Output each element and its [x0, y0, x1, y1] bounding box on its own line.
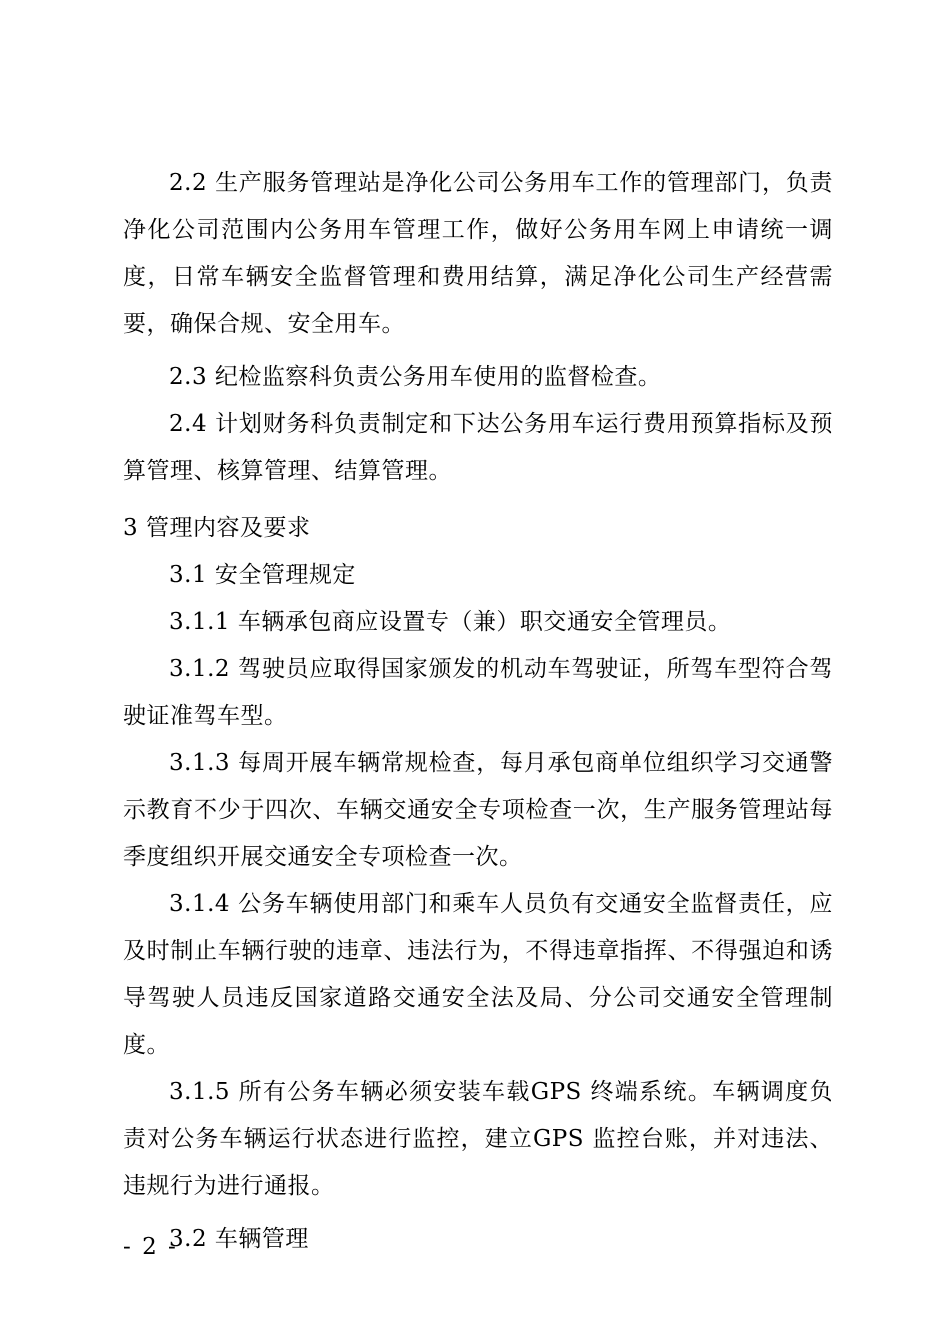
paragraph-3-1-1: 3.1.1 车辆承包商应设置专（兼）职交通安全管理员。	[169, 609, 732, 635]
subsection-heading-3-2: 3.2 车辆管理	[169, 1226, 309, 1252]
paragraph-2-4: 2.4 计划财务科负责制定和下达公务用车运行费用预算指标及预算管理、核算管理、结算管理。	[123, 411, 833, 484]
document-body	[123, 160, 833, 1263]
paragraph-2-3: 2.3 纪检监察科负责公务用车使用的监督检查。	[169, 364, 662, 390]
section-heading-3: 3 管理内容及要求	[123, 515, 311, 541]
paragraph-3-1-5: 3.1.5 所有公务车辆必须安装车载GPS 终端系统。车辆调度负责对公务车辆运行状态进行监控，建立GPS 监控台账，并对违法、违规行为进行通报。	[123, 1079, 833, 1199]
paragraph-3-1-3: 3.1.3 每周开展车辆常规检查，每月承包商单位组织学习交通警示教育不少于四次、车辆交通安全专项检查一次，生产服务管理站每季度组织开展交通安全专项检查一次。	[123, 750, 833, 870]
paragraph-3-1-4: 3.1.4 公务车辆使用部门和乘车人员负有交通安全监督责任，应及时制止车辆行驶的违章、违法行为，不得违章指挥、不得强迫和诱导驾驶人员违反国家道路交通安全法及局、分公司交通安全管理制度。	[123, 891, 833, 1058]
paragraph-3-1-2: 3.1.2 驾驶员应取得国家颁发的机动车驾驶证，所驾车型符合驾驶证准驾车型。	[123, 656, 833, 729]
page-number: - 2 -	[123, 1234, 178, 1260]
paragraph-2-2: 2.2 生产服务管理站是净化公司公务用车工作的管理部门，负责净化公司范围内公务用车管理工作，做好公务用车网上申请统一调度，日常车辆安全监督管理和费用结算，满足净化公司生产经营需要，确保合规、安全用车。	[123, 170, 833, 337]
subsection-heading-3-1: 3.1 安全管理规定	[169, 562, 356, 588]
